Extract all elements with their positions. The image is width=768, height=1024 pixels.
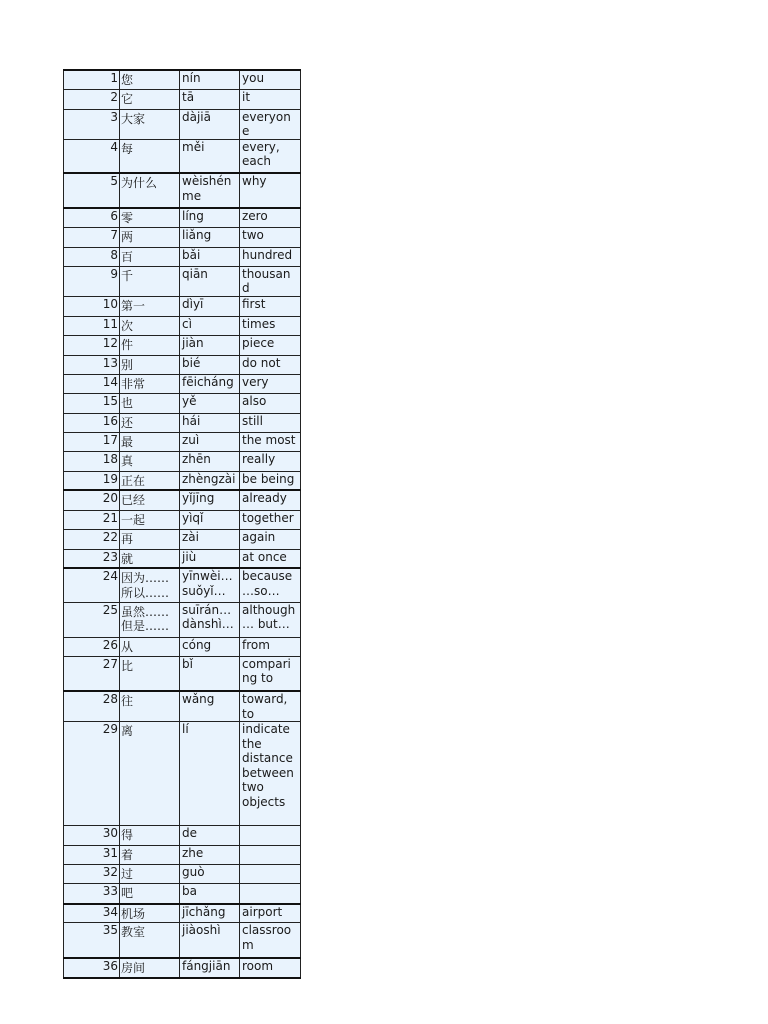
- table-row: [64, 227, 301, 247]
- english-cell: very: [240, 374, 301, 393]
- row-number: 35: [64, 923, 120, 958]
- table-row: [64, 139, 301, 173]
- table-row: [64, 296, 301, 316]
- row-number: 13: [64, 355, 120, 374]
- hanzi-cell: 再: [120, 529, 180, 549]
- table-row: [64, 335, 301, 355]
- english-cell: be being: [240, 471, 301, 490]
- pinyin-cell: fēicháng: [180, 374, 240, 393]
- english-cell: at once: [240, 549, 301, 568]
- pinyin-cell: cì: [180, 316, 240, 335]
- pinyin-cell: wèishénme: [180, 173, 240, 208]
- table-row: [64, 568, 301, 602]
- table-row: [64, 393, 301, 413]
- english-cell: from: [240, 637, 301, 656]
- table-row: [64, 826, 301, 846]
- pinyin-cell: zhe: [180, 846, 240, 865]
- row-number: 33: [64, 884, 120, 904]
- table-row: [64, 451, 301, 471]
- hanzi-cell: 为什么: [120, 173, 180, 208]
- table-row: [64, 89, 301, 109]
- hanzi-cell: 它: [120, 89, 180, 109]
- hanzi-cell: 零: [120, 208, 180, 227]
- table-row: [64, 70, 301, 89]
- table-row: [64, 923, 301, 958]
- hanzi-cell: 已经: [120, 490, 180, 510]
- pinyin-cell: bié: [180, 355, 240, 374]
- table-row: [64, 722, 301, 826]
- hanzi-cell: 第一: [120, 296, 180, 316]
- hanzi-cell: 得: [120, 826, 180, 846]
- english-cell: the most: [240, 432, 301, 451]
- pinyin-cell: guò: [180, 865, 240, 884]
- pinyin-cell: wǎng: [180, 691, 240, 722]
- row-number: 5: [64, 173, 120, 208]
- row-number: 29: [64, 722, 120, 826]
- row-number: 24: [64, 568, 120, 602]
- pinyin-cell: de: [180, 826, 240, 846]
- hanzi-cell: 正在: [120, 471, 180, 490]
- hanzi-cell: 着: [120, 846, 180, 865]
- row-number: 18: [64, 451, 120, 471]
- hanzi-cell: 您: [120, 70, 180, 89]
- row-number: 6: [64, 208, 120, 227]
- hanzi-cell: 也: [120, 393, 180, 413]
- english-cell: [240, 846, 301, 865]
- english-cell: times: [240, 316, 301, 335]
- row-number: 10: [64, 296, 120, 316]
- table-row: [64, 109, 301, 139]
- table-row: [64, 846, 301, 865]
- pinyin-cell: bǎi: [180, 247, 240, 266]
- row-number: 26: [64, 637, 120, 656]
- english-cell: comparing to: [240, 656, 301, 691]
- table-row: [64, 958, 301, 978]
- row-number: 3: [64, 109, 120, 139]
- pinyin-cell: cóng: [180, 637, 240, 656]
- english-cell: everyone: [240, 109, 301, 139]
- english-cell: it: [240, 89, 301, 109]
- hanzi-cell: 两: [120, 227, 180, 247]
- pinyin-cell: yìqǐ: [180, 510, 240, 529]
- row-number: 31: [64, 846, 120, 865]
- pinyin-cell: ba: [180, 884, 240, 904]
- hanzi-cell: 非常: [120, 374, 180, 393]
- pinyin-cell: zài: [180, 529, 240, 549]
- pinyin-cell: qiān: [180, 266, 240, 296]
- english-cell: classroom: [240, 923, 301, 958]
- hanzi-cell: 教室: [120, 923, 180, 958]
- row-number: 21: [64, 510, 120, 529]
- hanzi-cell: 还: [120, 413, 180, 432]
- english-cell: indicate the distance between two objects: [240, 722, 301, 826]
- row-number: 30: [64, 826, 120, 846]
- row-number: 2: [64, 89, 120, 109]
- hanzi-cell: 大家: [120, 109, 180, 139]
- table-row: [64, 208, 301, 227]
- row-number: 1: [64, 70, 120, 89]
- table-row: [64, 471, 301, 490]
- pinyin-cell: dàjiā: [180, 109, 240, 139]
- hanzi-cell: 百: [120, 247, 180, 266]
- pinyin-cell: zuì: [180, 432, 240, 451]
- english-cell: you: [240, 70, 301, 89]
- table-row: [64, 865, 301, 884]
- pinyin-cell: yǐjīng: [180, 490, 240, 510]
- table-row: [64, 656, 301, 691]
- pinyin-cell: jiàoshì: [180, 923, 240, 958]
- hanzi-cell: 别: [120, 355, 180, 374]
- english-cell: airport: [240, 904, 301, 923]
- table-row: [64, 884, 301, 904]
- english-cell: first: [240, 296, 301, 316]
- pinyin-cell: yě: [180, 393, 240, 413]
- english-cell: already: [240, 490, 301, 510]
- english-cell: because …so…: [240, 568, 301, 602]
- row-number: 22: [64, 529, 120, 549]
- hanzi-cell: 比: [120, 656, 180, 691]
- table-row: [64, 490, 301, 510]
- table-row: [64, 549, 301, 568]
- row-number: 14: [64, 374, 120, 393]
- pinyin-cell: nín: [180, 70, 240, 89]
- english-cell: really: [240, 451, 301, 471]
- table-row: [64, 413, 301, 432]
- hanzi-cell: 机场: [120, 904, 180, 923]
- pinyin-cell: měi: [180, 139, 240, 173]
- hanzi-cell: 就: [120, 549, 180, 568]
- table-row: [64, 637, 301, 656]
- hanzi-cell: 离: [120, 722, 180, 826]
- pinyin-cell: hái: [180, 413, 240, 432]
- table-row: [64, 510, 301, 529]
- table-row: [64, 374, 301, 393]
- table-row: [64, 247, 301, 266]
- hanzi-cell: 吧: [120, 884, 180, 904]
- english-cell: zero: [240, 208, 301, 227]
- pinyin-cell: dìyī: [180, 296, 240, 316]
- table-row: [64, 691, 301, 722]
- row-number: 27: [64, 656, 120, 691]
- english-cell: although … but…: [240, 602, 301, 637]
- hanzi-cell: 往: [120, 691, 180, 722]
- pinyin-cell: lí: [180, 722, 240, 826]
- row-number: 20: [64, 490, 120, 510]
- english-cell: [240, 865, 301, 884]
- pinyin-cell: bǐ: [180, 656, 240, 691]
- table-row: [64, 904, 301, 923]
- row-number: 16: [64, 413, 120, 432]
- row-number: 4: [64, 139, 120, 173]
- pinyin-cell: suīrán… dànshì…: [180, 602, 240, 637]
- english-cell: two: [240, 227, 301, 247]
- english-cell: piece: [240, 335, 301, 355]
- pinyin-cell: tā: [180, 89, 240, 109]
- pinyin-cell: zhèngzài: [180, 471, 240, 490]
- english-cell: again: [240, 529, 301, 549]
- english-cell: toward, to: [240, 691, 301, 722]
- hanzi-cell: 从: [120, 637, 180, 656]
- pinyin-cell: liǎng: [180, 227, 240, 247]
- table-row: [64, 173, 301, 208]
- hanzi-cell: 虽然……但是……: [120, 602, 180, 637]
- row-number: 7: [64, 227, 120, 247]
- english-cell: [240, 826, 301, 846]
- english-cell: together: [240, 510, 301, 529]
- hanzi-cell: 因为……所以……: [120, 568, 180, 602]
- hanzi-cell: 过: [120, 865, 180, 884]
- hanzi-cell: 房间: [120, 958, 180, 978]
- table-row: [64, 529, 301, 549]
- row-number: 34: [64, 904, 120, 923]
- row-number: 25: [64, 602, 120, 637]
- table-row: [64, 316, 301, 335]
- row-number: 23: [64, 549, 120, 568]
- vocabulary-table: [63, 69, 301, 979]
- english-cell: why: [240, 173, 301, 208]
- row-number: 15: [64, 393, 120, 413]
- english-cell: [240, 884, 301, 904]
- pinyin-cell: jīchǎng: [180, 904, 240, 923]
- english-cell: thousand: [240, 266, 301, 296]
- english-cell: also: [240, 393, 301, 413]
- english-cell: room: [240, 958, 301, 978]
- hanzi-cell: 次: [120, 316, 180, 335]
- pinyin-cell: zhēn: [180, 451, 240, 471]
- row-number: 28: [64, 691, 120, 722]
- row-number: 17: [64, 432, 120, 451]
- table-row: [64, 602, 301, 637]
- hanzi-cell: 一起: [120, 510, 180, 529]
- pinyin-cell: líng: [180, 208, 240, 227]
- english-cell: do not: [240, 355, 301, 374]
- pinyin-cell: fángjiān: [180, 958, 240, 978]
- pinyin-cell: jiù: [180, 549, 240, 568]
- vocabulary-table-body: [64, 70, 301, 978]
- row-number: 8: [64, 247, 120, 266]
- hanzi-cell: 每: [120, 139, 180, 173]
- row-number: 9: [64, 266, 120, 296]
- row-number: 12: [64, 335, 120, 355]
- pinyin-cell: jiàn: [180, 335, 240, 355]
- pinyin-cell: yīnwèi… suǒyǐ…: [180, 568, 240, 602]
- row-number: 19: [64, 471, 120, 490]
- hanzi-cell: 件: [120, 335, 180, 355]
- english-cell: hundred: [240, 247, 301, 266]
- hanzi-cell: 千: [120, 266, 180, 296]
- english-cell: every, each: [240, 139, 301, 173]
- hanzi-cell: 真: [120, 451, 180, 471]
- row-number: 36: [64, 958, 120, 978]
- table-row: [64, 266, 301, 296]
- row-number: 32: [64, 865, 120, 884]
- table-row: [64, 432, 301, 451]
- row-number: 11: [64, 316, 120, 335]
- english-cell: still: [240, 413, 301, 432]
- hanzi-cell: 最: [120, 432, 180, 451]
- table-row: [64, 355, 301, 374]
